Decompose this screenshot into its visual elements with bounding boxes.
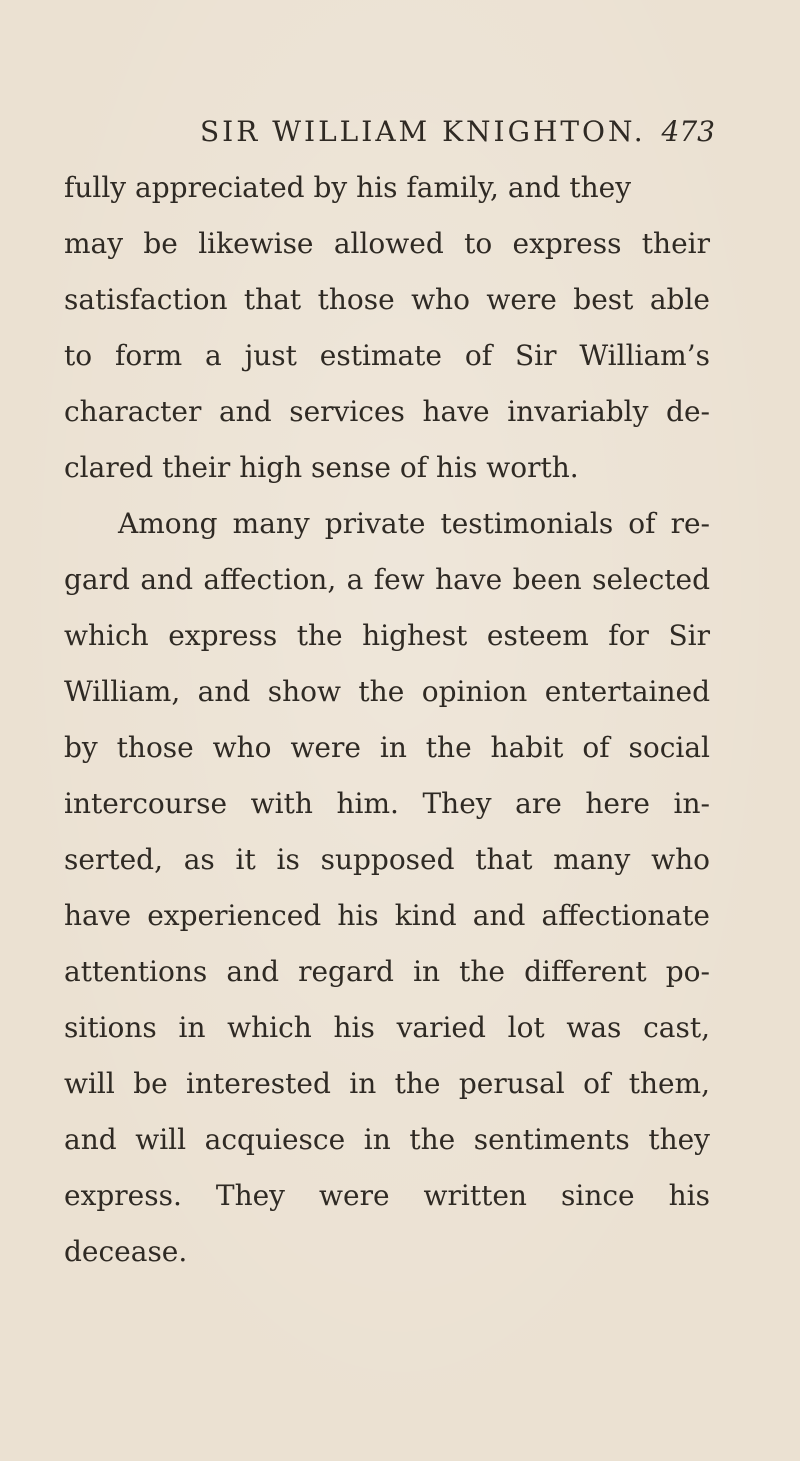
text-line: attentions and regard in the different po-: [64, 955, 710, 988]
text-line: gard and affection, a few have been selected: [64, 563, 710, 596]
text-line: satisfaction that those who were best able: [64, 283, 710, 316]
text-line: character and services have invariably de-: [64, 395, 710, 428]
text-line-paragraph-start: Among many private testimonials of re-: [118, 507, 710, 540]
text-line: may be likewise allowed to express their: [64, 227, 710, 260]
text-line: intercourse with him. They are here in-: [64, 787, 710, 820]
text-line-end-paragraph: fully appreciated by his family, and they: [64, 171, 632, 204]
running-title: SIR WILLIAM KNIGHTON.: [200, 115, 646, 148]
page-number: 473: [661, 115, 715, 148]
text-line: have experienced his kind and affectionate: [64, 899, 710, 932]
text-line: to form a just estimate of Sir William’s: [64, 339, 710, 372]
text-line-end-paragraph: decease.: [64, 1235, 188, 1268]
text-line: will be interested in the perusal of them,: [64, 1067, 710, 1100]
text-line: which express the highest esteem for Sir: [64, 619, 710, 652]
text-line: sitions in which his varied lot was cast,: [64, 1011, 710, 1044]
text-line: William, and show the opinion entertained: [64, 675, 710, 708]
text-line: serted, as it is supposed that many who: [64, 843, 710, 876]
body-text: [64, 160, 710, 1280]
text-line: by those who were in the habit of social: [64, 731, 710, 764]
text-line: express. They were written since his: [64, 1179, 710, 1212]
text-line-end-paragraph: clared their high sense of his worth.: [64, 451, 579, 484]
running-head: [200, 112, 715, 152]
text-line: and will acquiesce in the sentiments they: [64, 1123, 710, 1156]
